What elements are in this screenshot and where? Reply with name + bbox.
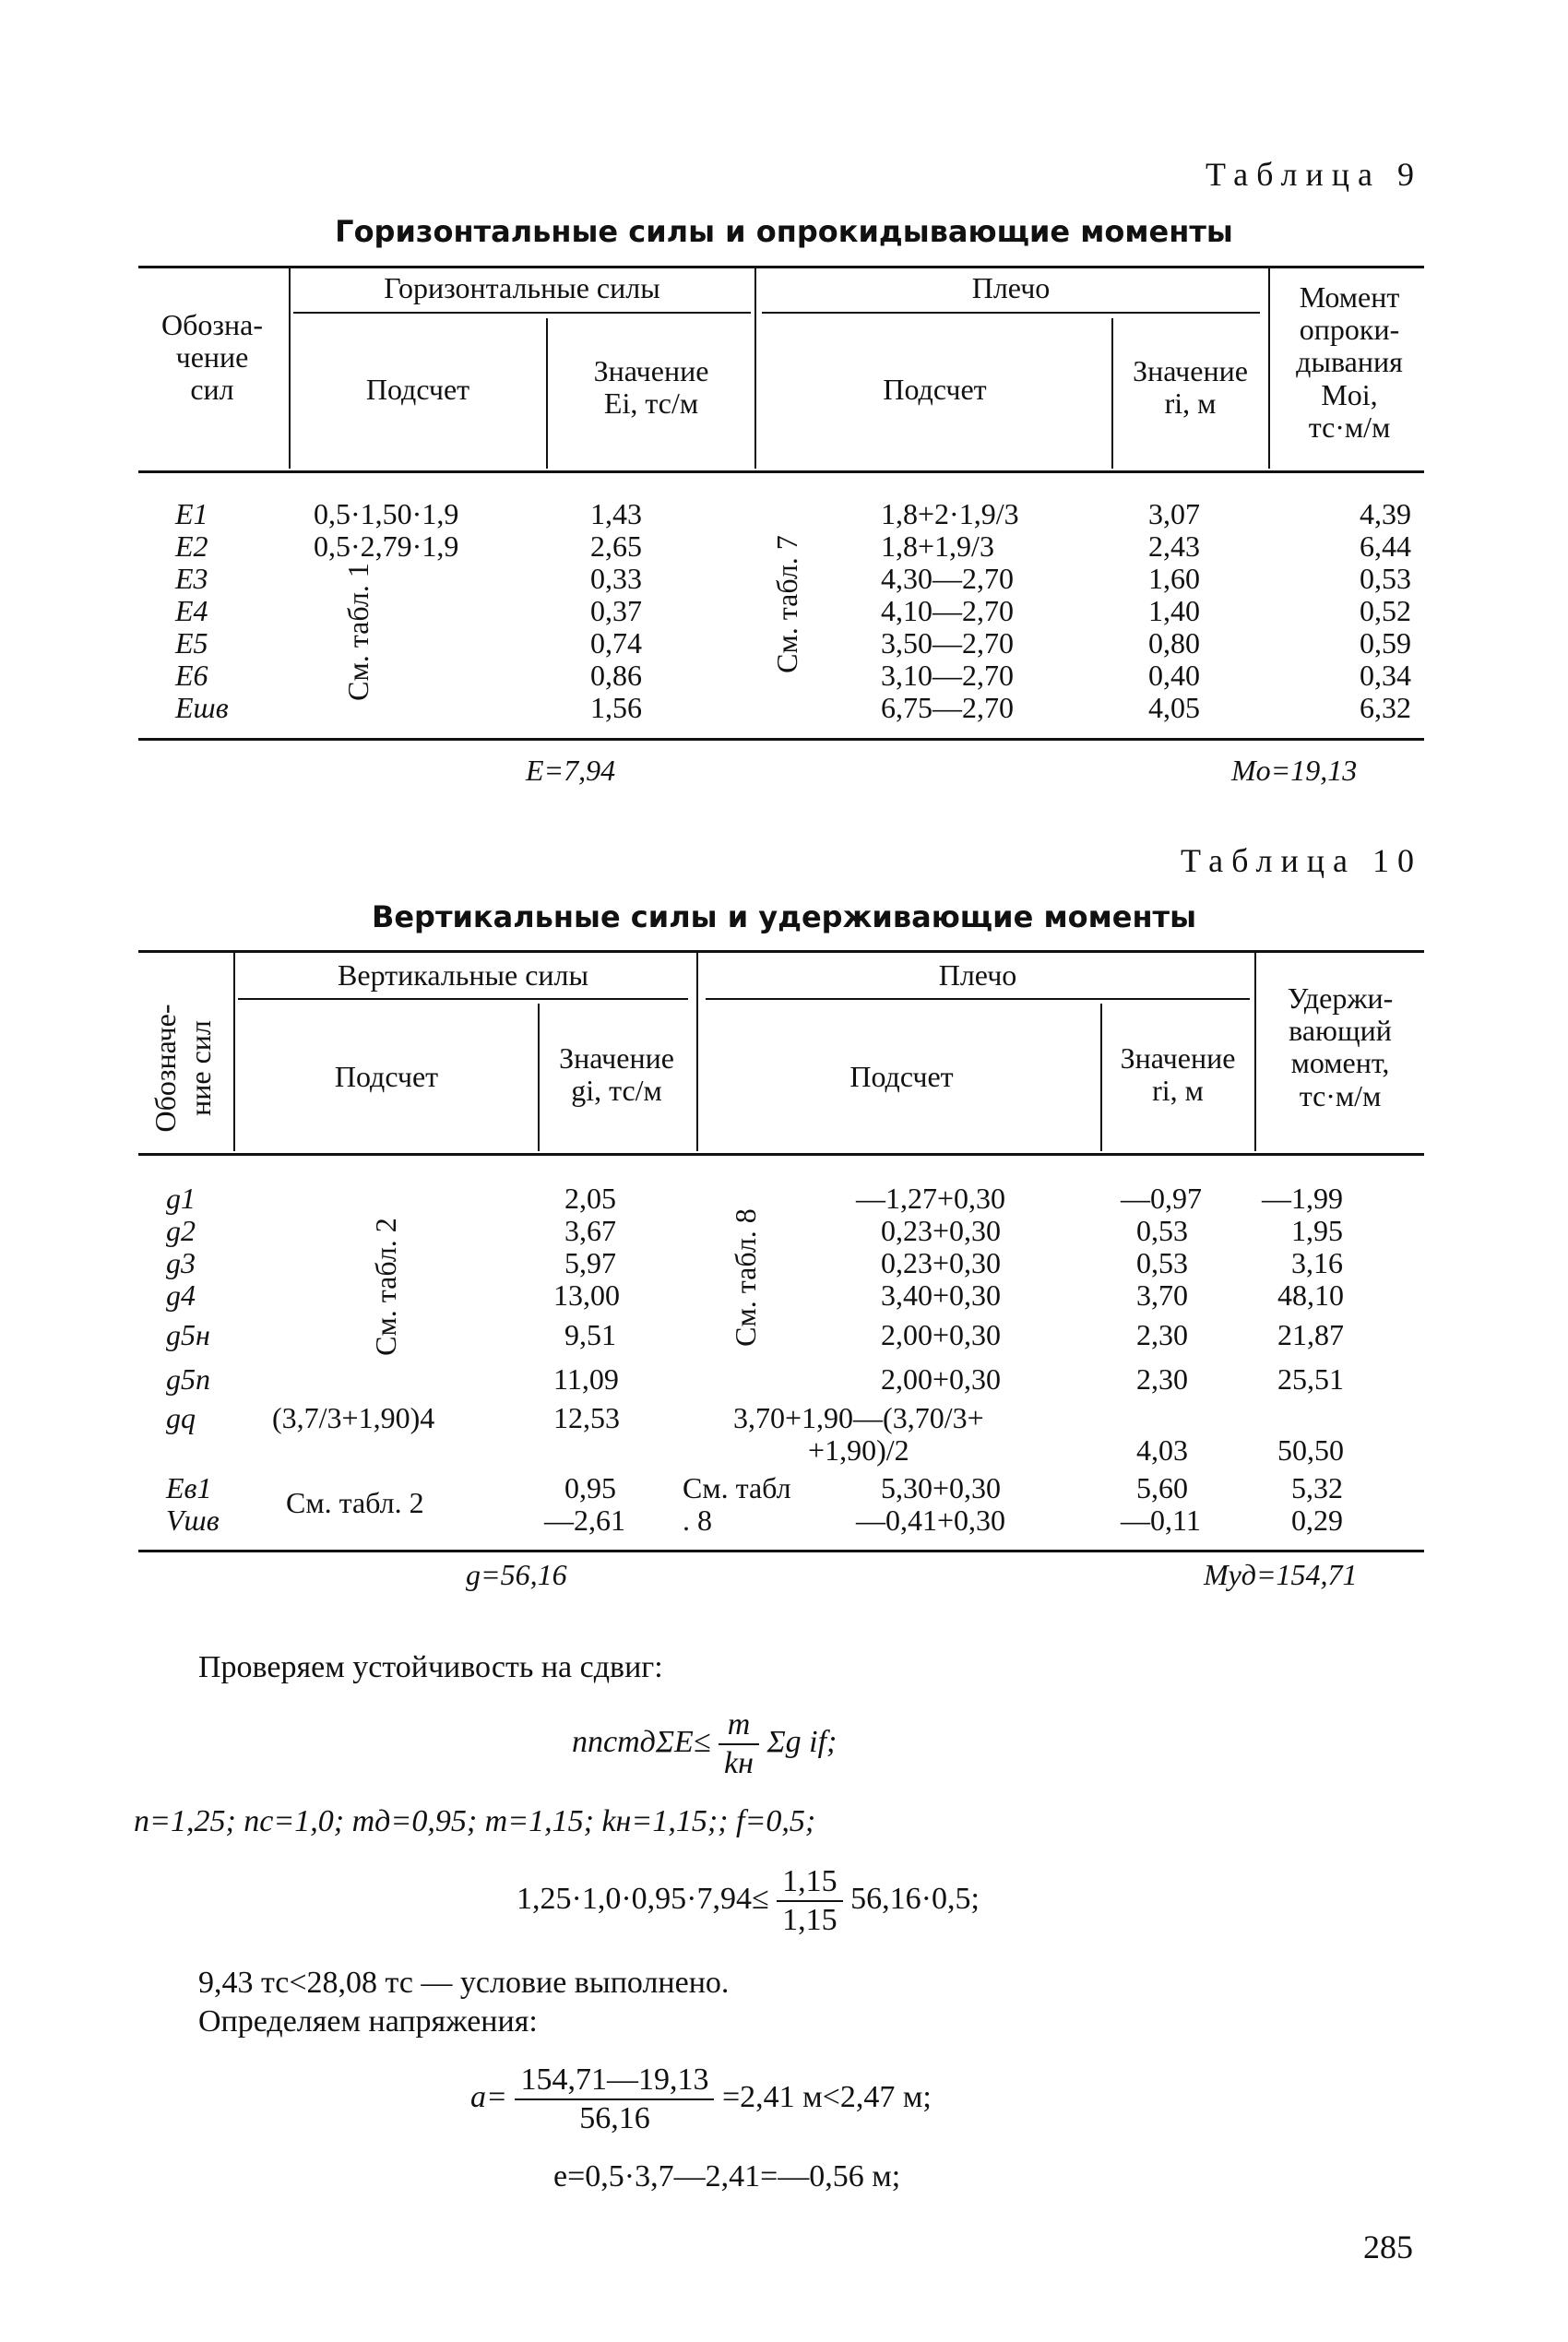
formula2-fraction (777, 1863, 843, 1939)
table9-header-rule (138, 470, 1424, 473)
table10-vline-4 (1100, 1004, 1102, 1151)
table9-total-force: E=7,94 (526, 754, 616, 787)
table-cell: 21,87 (1277, 1318, 1344, 1351)
table10-bottom-rule (138, 1550, 1424, 1552)
formula3-num: 154,71—19,13 (515, 2062, 714, 2100)
formula1-num: m (719, 1706, 759, 1745)
table-cell: 5,30+0,30 (881, 1471, 1002, 1504)
table9-group-rule-forces (293, 312, 751, 314)
formula-e: e=0,5·3,7—2,41=—0,56 м; (553, 2159, 901, 2193)
table10-header-calc: Подсчет (334, 1060, 439, 1093)
table9-header-designation: Обозна- чение сил (160, 308, 263, 407)
table-cell: —0,11 (1121, 1504, 1201, 1537)
table10-group-rule-forces (238, 998, 688, 1000)
table-cell: 0,95 (564, 1471, 616, 1504)
table-cell: g4 (166, 1278, 196, 1312)
table-cell: 50,50 (1277, 1433, 1344, 1467)
table9-header-value: Значение Ei, тс/м (593, 354, 709, 421)
params-line: n=1,25; nс=1,0; mд=0,95; m=1,15; kн=1,15;; f=0,5; (134, 1804, 816, 1838)
table-cell: 0,53 (1360, 562, 1411, 595)
table-cell: 2,00+0,30 (881, 1362, 1002, 1396)
formula3-den: 56,16 (579, 2101, 650, 2135)
formula3-fraction (515, 2062, 714, 2137)
result-line: 9,43 тс<28,08 тс — условие выполнено. (198, 1966, 730, 2000)
formula3-right: =2,41 м<2,47 м; (721, 2079, 932, 2114)
table-cell: Eв1 (166, 1471, 212, 1504)
table-cell: 13,00 (553, 1278, 620, 1312)
table-cell: 6,75—2,70 (881, 691, 1014, 724)
table-cell: См. табл. 2 (286, 1486, 424, 1519)
table-cell: 6,32 (1360, 691, 1411, 724)
table-cell: 3,40+0,30 (881, 1278, 1002, 1312)
formula2-left: 1,25·1,0·0,95·7,94≤ (517, 1881, 769, 1916)
table-cell: 2,00+0,30 (881, 1318, 1002, 1351)
table10-header-arm: Плечо (938, 958, 1017, 992)
table-cell: 0,59 (1360, 626, 1411, 660)
table-cell: 12,53 (553, 1401, 620, 1434)
table-cell: 1,60 (1148, 562, 1200, 595)
table9-header-calc: Подсчет (365, 373, 470, 406)
table10-header-forces: Вертикальные силы (338, 958, 588, 992)
table-cell: g3 (166, 1246, 196, 1279)
table10-vline-1 (233, 952, 235, 1151)
table-cell: 0,37 (590, 594, 642, 627)
table9-bottom-rule (138, 738, 1424, 741)
table10-rotated-arm-ref: См. табл. 8 (729, 1208, 762, 1347)
table-cell: 11,09 (553, 1362, 619, 1396)
table-cell: 2,43 (1148, 529, 1200, 563)
table-cell: (3,7/3+1,90)4 (272, 1401, 435, 1434)
formula1-right: Σg if; (766, 1724, 837, 1759)
table9-rotated-arm-ref: См. табл. 7 (770, 535, 803, 673)
table9-vline-2 (546, 318, 548, 469)
table9-group-rule-arm (762, 312, 1260, 314)
table-cell: 5,32 (1291, 1471, 1343, 1504)
table9-col-arm-calc (881, 498, 1093, 724)
table-cell: Eшв (175, 691, 229, 724)
table-cell: 3,07 (1148, 497, 1200, 530)
table-cell: 0,34 (1360, 659, 1411, 692)
table-cell: 6,44 (1360, 529, 1411, 563)
table10-vline-2 (538, 1004, 540, 1151)
table10-top-rule (138, 950, 1424, 953)
formula1-den: kн (723, 1746, 754, 1780)
formula-shear (572, 1706, 837, 1782)
formula3-left: a= (470, 2079, 507, 2114)
table10-rotated-calc-ref: См. табл. 2 (369, 1218, 402, 1356)
table-cell: Vшв (166, 1504, 220, 1537)
table-cell: —1,27+0,30 (856, 1182, 1006, 1215)
table-cell: 2,30 (1136, 1362, 1188, 1396)
table-cell: E3 (175, 562, 208, 595)
table-cell: E2 (175, 529, 208, 563)
table-cell: 3,70 (1136, 1278, 1188, 1312)
table9-header-moment: Момент опроки- дывания Moi, тс·м/м (1296, 280, 1403, 444)
table9-header-forces: Горизонтальные силы (384, 271, 660, 304)
table-cell: g1 (166, 1182, 196, 1215)
table10-header-designation: Обозначе- ние сил (148, 1004, 217, 1133)
table9-header-arm-calc: Подсчет (883, 373, 987, 406)
table-cell: 4,03 (1136, 1433, 1188, 1467)
table-cell: g5н (166, 1318, 210, 1351)
table-cell: —2,61 (544, 1504, 625, 1537)
table-cell: 1,8+1,9/3 (881, 529, 994, 563)
table10-arm-ref-a: См. табл (683, 1471, 791, 1504)
table-cell: 1,8+2·1,9/3 (881, 497, 1019, 530)
table-cell: 1,56 (590, 691, 642, 724)
page-number: 285 (1363, 2229, 1413, 2265)
table-cell: gq (166, 1401, 196, 1434)
table-cell: 25,51 (1277, 1362, 1344, 1396)
table-cell: g2 (166, 1214, 196, 1247)
table9-col-moment (1310, 498, 1411, 724)
table-cell: E4 (175, 594, 208, 627)
table-cell: —1,99 (1262, 1182, 1343, 1215)
table-cell: —0,41+0,30 (856, 1504, 1006, 1537)
table-cell: 2,30 (1136, 1318, 1188, 1351)
table9-rotated-calc-ref: См. табл. 1 (341, 563, 374, 701)
table-cell: 0,53 (1136, 1214, 1188, 1247)
check-shear-text: Проверяем устойчивость на сдвиг: (198, 1650, 663, 1684)
table9-title: Горизонтальные силы и опрокидывающие моменты (335, 214, 1233, 249)
table-cell: 4,30—2,70 (881, 562, 1014, 595)
table9-header-arm-value: Значение ri, м (1133, 354, 1248, 421)
table9-label: Таблица 9 (1206, 156, 1422, 193)
stresses-line: Определяем напряжения: (198, 2004, 538, 2039)
table10-group-rule-arm (706, 998, 1250, 1000)
table10-header-value: Значение gi, тс/м (559, 1041, 674, 1108)
table-cell: 0,52 (1360, 594, 1411, 627)
table-cell: 0,40 (1148, 659, 1200, 692)
table10-total-force: g=56,16 (466, 1558, 567, 1591)
table-cell: —0,97 (1121, 1182, 1202, 1215)
table9-vline-4 (1111, 318, 1113, 469)
table9-col-arm (1148, 498, 1231, 724)
table10-vline-3 (696, 952, 698, 1151)
table-cell: 0,33 (590, 562, 642, 595)
table9-header-arm: Плечо (971, 271, 1051, 304)
table9-vline-5 (1268, 267, 1270, 469)
formula1-left: nnсmдΣE≤ (572, 1724, 711, 1759)
table-cell: 0,86 (590, 659, 642, 692)
table10-arm-ref-b: . 8 (683, 1504, 712, 1537)
table-cell: 0,23+0,30 (881, 1246, 1002, 1279)
table-cell: 3,67 (564, 1214, 616, 1247)
table10-header-arm-calc: Подсчет (849, 1060, 954, 1093)
table-cell: 0,29 (1291, 1504, 1343, 1537)
table-cell: 48,10 (1277, 1278, 1344, 1312)
table9-vline-3 (754, 267, 756, 469)
table-cell: 2,65 (590, 529, 642, 563)
formula2-num: 1,15 (777, 1863, 843, 1902)
table-cell: 3,50—2,70 (881, 626, 1014, 660)
table-cell: 4,05 (1148, 691, 1200, 724)
table-cell: 3,16 (1291, 1246, 1343, 1279)
table-cell: 5,60 (1136, 1471, 1188, 1504)
table-cell: 4,10—2,70 (881, 594, 1014, 627)
table-cell: E1 (175, 497, 208, 530)
table-cell: 0,23+0,30 (881, 1214, 1002, 1247)
table-cell: 9,51 (564, 1318, 616, 1351)
table10-header-arm-value: Значение ri, м (1120, 1041, 1236, 1108)
table-cell: 0,5·2,79·1,9 (314, 529, 459, 563)
table-cell: 3,70+1,90—(3,70/3+ +1,90)/2 (733, 1401, 984, 1467)
table-cell: 2,05 (564, 1182, 616, 1215)
table-cell: 1,43 (590, 497, 642, 530)
table-cell: 0,5·1,50·1,9 (314, 497, 459, 530)
table-cell: 5,97 (564, 1246, 616, 1279)
table-cell: 3,10—2,70 (881, 659, 1014, 692)
table-cell: g5п (166, 1362, 210, 1396)
table-cell: 0,80 (1148, 626, 1200, 660)
formula-a (470, 2062, 932, 2137)
table-cell: 0,53 (1136, 1246, 1188, 1279)
table10-vline-5 (1254, 952, 1256, 1151)
table9-col-value (590, 498, 683, 724)
table9-vline-1 (289, 267, 291, 469)
table-cell: E5 (175, 626, 208, 660)
table10-header-rule (138, 1153, 1424, 1156)
formula1-fraction (719, 1706, 759, 1782)
table9-top-rule (138, 266, 1424, 268)
table10-header-moment: Удержи- вающий момент, тс·м/м (1287, 981, 1394, 1112)
formula2-right: 56,16·0,5; (850, 1881, 980, 1916)
table9-col-name (175, 498, 258, 724)
table10-label: Таблица 10 (1181, 842, 1422, 879)
table10-total-moment: Mуд=154,71 (1204, 1558, 1358, 1591)
formula2-den: 1,15 (782, 1903, 837, 1937)
table-cell: 4,39 (1360, 497, 1411, 530)
table10-title: Вертикальные силы и удерживающие моменты (371, 899, 1197, 934)
table-cell: 1,95 (1291, 1214, 1343, 1247)
table-cell: E6 (175, 659, 208, 692)
formula-check (517, 1863, 980, 1939)
table-cell: 0,74 (590, 626, 642, 660)
table-cell: 1,40 (1148, 594, 1200, 627)
table9-total-moment: Mо=19,13 (1231, 754, 1358, 787)
